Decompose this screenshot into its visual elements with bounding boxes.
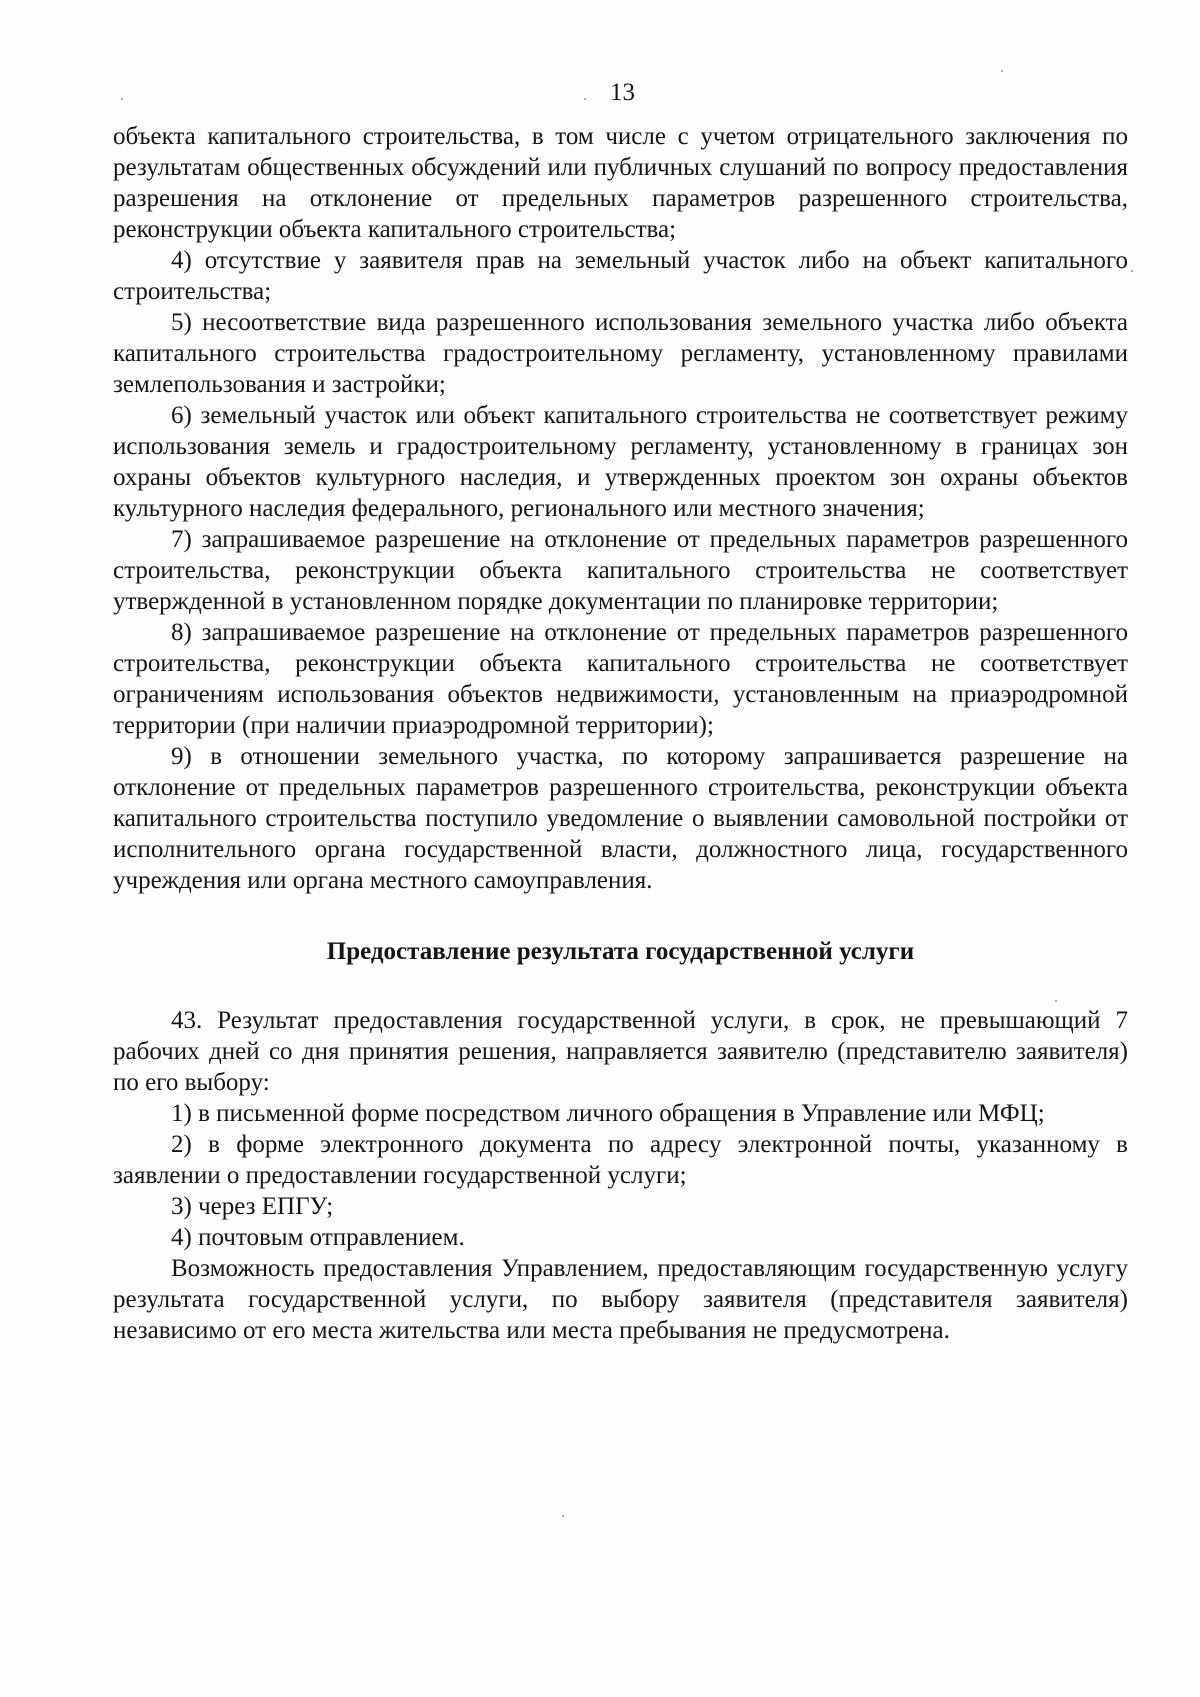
scan-speck [1055, 1000, 1057, 1002]
paragraph: 43. Результат предоставления государственной услуги, в срок, не превышающий 7 рабочих дней со дня принятия решения, направляется заявителю (представителю заявителя) по его выбору: [113, 1007, 1128, 1096]
paragraph: 8) запрашиваемое разрешение на отклонение от предельных параметров разрешенного строительства, реконструкции объекта капитального строительства не соответствует ограничениям использования объектов недвижимости, установленным на приаэродромной территории (при наличии приаэродромной территории); [113, 619, 1128, 739]
section-heading: Предоставление результата государственной услуги [326, 938, 915, 965]
paragraph: 9) в отношении земельного участка, по которому запрашивается разрешение на отклонение от предельных параметров разрешенного строительства, реконструкции объекта капитального строительства поступило уведомление о выявлении самовольной постройки от исполнительного органа государственной власти, должностного лица, государственного учреждения или органа местного самоуправления. [113, 743, 1128, 894]
paragraph: 1) в письменной форме посредством личного обращения в Управление или МФЦ; [171, 1100, 1045, 1127]
document-body [113, 121, 1128, 1346]
scan-speck [1131, 270, 1133, 272]
scan-speck [1001, 70, 1003, 72]
paragraph: 4) почтовым отправлением. [171, 1224, 465, 1251]
paragraph: Возможность предоставления Управлением, предоставляющим государственную услугу результата государственной услуги, по выбору заявителя (представителя заявителя) независимо от его места жительства или места пребывания не предусмотрена. [113, 1255, 1128, 1344]
paragraph: 2) в форме электронного документа по адресу электронной почты, указанному в заявлении о предоставлении государственной услуги; [113, 1131, 1128, 1189]
paragraph: объекта капитального строительства, в том числе с учетом отрицательного заключения по результатам общественных обсуждений или публичных слушаний по вопросу предоставления разрешения на отклонение от предельных параметров разрешенного строительства, реконструкции объекта капитального строительства; [113, 123, 1128, 243]
page-number: 13 [610, 79, 635, 106]
scan-speck [562, 1515, 564, 1517]
paragraph: 7) запрашиваемое разрешение на отклонение от предельных параметров разрешенного строительства, реконструкции объекта капитального строительства не соответствует утвержденной в установленном порядке документации по планировке территории; [113, 526, 1128, 615]
paragraph: 4) отсутствие у заявителя прав на земельный участок либо на объект капитального строительства; [113, 247, 1128, 305]
paragraph: 6) земельный участок или объект капитального строительства не соответствует режиму использования земель и градостроительному регламенту, установленному в границах зон охраны объектов культурного наследия, и утвержденных проектом зон охраны объектов культурного наследия федерального, регионального или местного значения; [113, 402, 1128, 522]
scan-speck [584, 98, 586, 100]
paragraph: 5) несоответствие вида разрешенного использования земельного участка либо объекта капитального строительства градостроительному регламенту, установленному правилами землепользования и застройки; [113, 309, 1128, 398]
scan-speck [121, 98, 123, 100]
paragraph: 3) через ЕПГУ; [171, 1193, 334, 1220]
